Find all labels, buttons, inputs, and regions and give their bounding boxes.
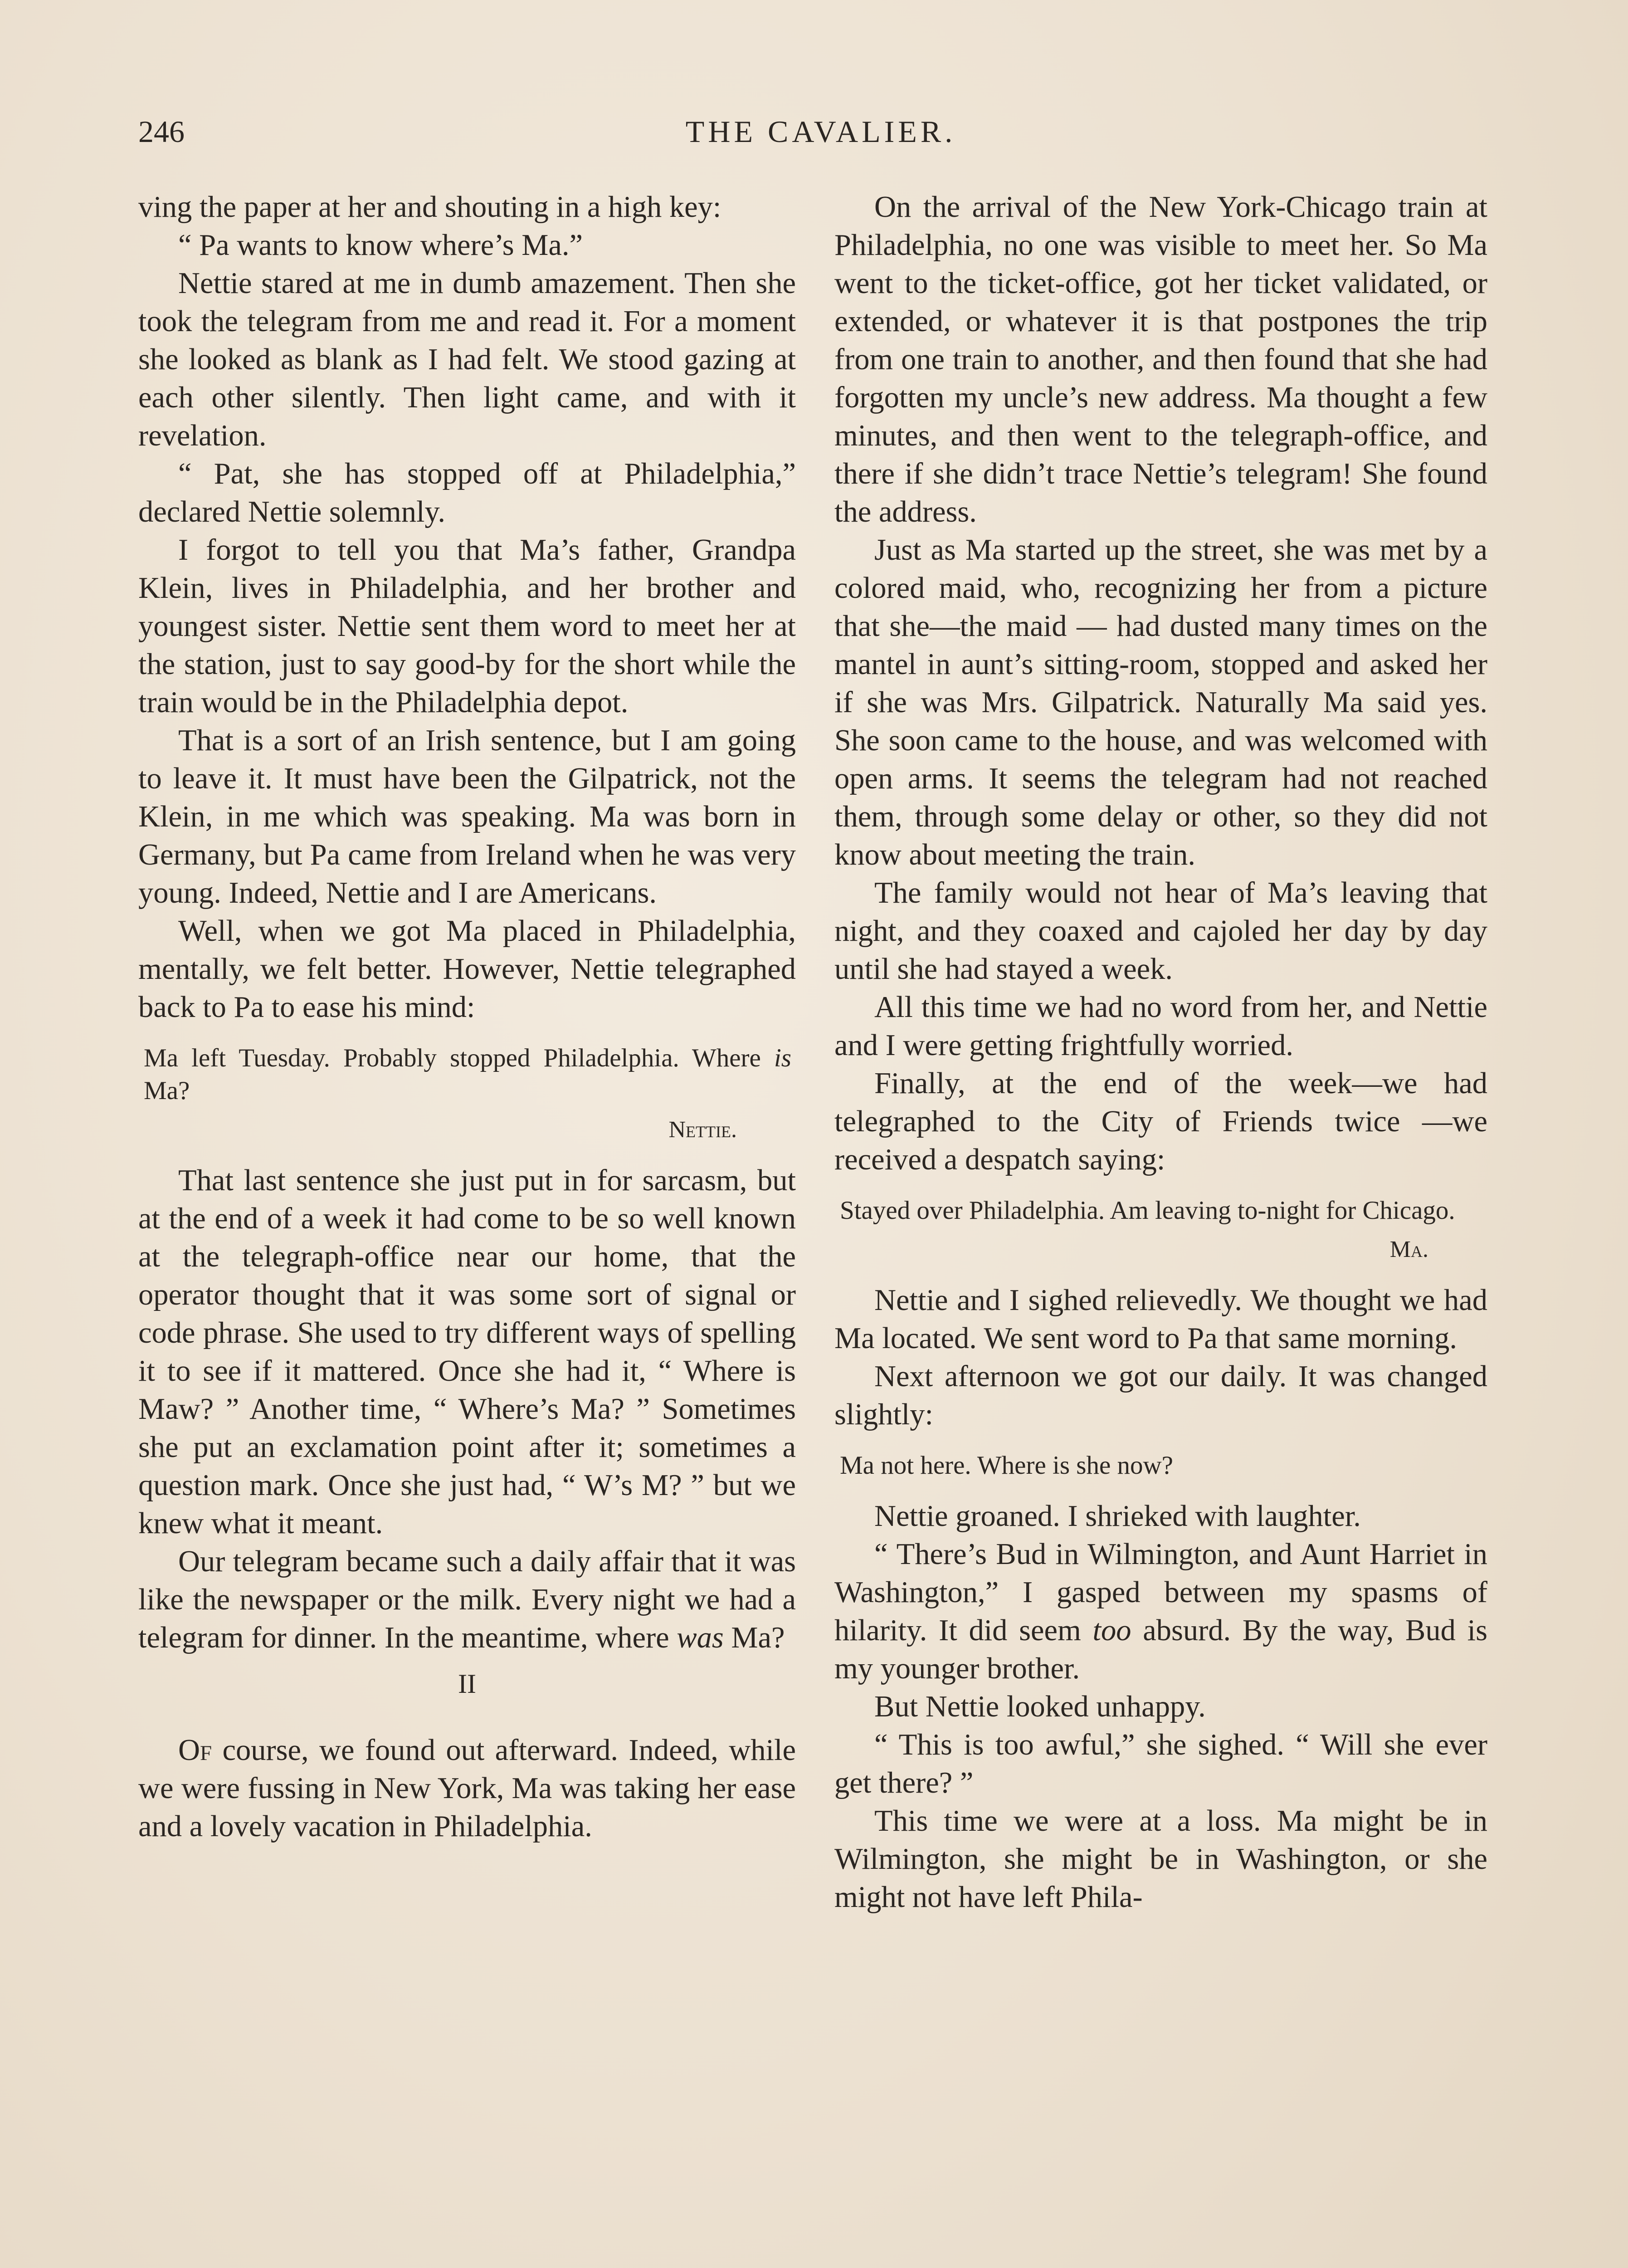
telegram-text-part: Ma? bbox=[144, 1076, 190, 1105]
paragraph: Well, when we got Ma placed in Philadelphia, mentally, we felt better. However, Nettie telegraphed back to Pa to ease his mind: bbox=[138, 914, 796, 1024]
paragraph: On the arrival of the New York-Chicago train at Philadelphia, no one was visible to meet her. So Ma went to the ticket-office, got her ticket validated, or extended, or whatever it is that postpones the trip from one train to another, and then found that she had forgotten my uncle’s new address. Ma thought a few minutes, and then went to the telegraph-office, and there if she didn’t trace Nettie’s telegram! She found the address. bbox=[834, 191, 1487, 528]
paragraph bbox=[834, 1535, 1487, 1688]
page-header bbox=[138, 109, 1503, 159]
telegram-text: Ma not here. Where is she now? bbox=[840, 1451, 1173, 1480]
paragraph: I forgot to tell you that Ma’s father, Grandpa Klein, lives in Philadelphia, and her brother and youngest sister. Nettie sent them word to meet her at the station, just to say good-by for the short while the train would be in the Philadelphia depot. bbox=[138, 533, 796, 719]
telegram-text: Stayed over Philadelphia. Am leaving to-night for Chicago. bbox=[840, 1196, 1455, 1225]
paragraph bbox=[138, 1543, 796, 1657]
telegram-signature: Ma. bbox=[1389, 1237, 1428, 1262]
section-number: II bbox=[458, 1669, 476, 1699]
paragraph: The family would not hear of Ma’s leaving that night, and they coaxed and cajoled her day by day until she had stayed a week. bbox=[834, 876, 1487, 986]
paragraph: Just as Ma started up the street, she was met by a colored maid, who, recognizing her from a picture that she—the maid — had dusted many times on the mantel in aunt’s sitting-room, stopped and asked her if she was Mrs. Gilpatrick. Naturally Ma said yes. She soon came to the house, and was welcomed with open arms. It seems the telegram had not reached them, through some delay or other, so they did not know about meeting the train. bbox=[834, 533, 1487, 871]
paragraph: “ Pat, she has stopped off at Philadelphia,” declared Nettie solemnly. bbox=[138, 457, 796, 528]
paragraph: Nettie and I sighed relievedly. We thought we had Ma located. We sent word to Pa that same morning. bbox=[834, 1284, 1487, 1355]
paragraph: “ Pa wants to know where’s Ma.” bbox=[178, 229, 583, 262]
telegram-quote bbox=[834, 1194, 1487, 1266]
telegram-signature: Nettie. bbox=[668, 1117, 737, 1143]
paragraph: That last sentence she just put in for sarcasm, but at the end of a week it had come to be so well known at the telegraph-office near our home, that the operator thought that it was some sort of signal or code phrase. She used to try different ways of spelling it to see if it mattered. Once she had it, “ Where is Maw? ” Another time, “ Where’s Ma? ” Sometimes she put an exclamation point after it; sometimes a question mark. Once she just had, “ W’s M? ” but we knew what it meant. bbox=[138, 1164, 796, 1540]
telegram-text bbox=[144, 1042, 791, 1107]
page-number: 246 bbox=[138, 114, 185, 149]
left-column bbox=[138, 188, 796, 1846]
running-title: THE CAVALIER. bbox=[685, 114, 956, 149]
paragraph-emphasis: was bbox=[677, 1621, 724, 1654]
paragraph: But Nettie looked unhappy. bbox=[874, 1690, 1206, 1723]
paragraph: This time we were at a loss. Ma might be in Wilmington, she might be in Washington, or she might not have left Phila- bbox=[834, 1804, 1487, 1914]
paragraph: Next afternoon we got our daily. It was changed slightly: bbox=[834, 1360, 1487, 1431]
paragraph-emphasis: too bbox=[1092, 1614, 1131, 1647]
telegram-quote bbox=[138, 1042, 796, 1146]
telegram-text-part: Ma left Tuesday. Probably stopped Philadelphia. Where bbox=[144, 1044, 774, 1072]
section-lead-word: Of bbox=[178, 1734, 212, 1767]
paragraph-text: “ There’s Bud in Wilmington, and Aunt Harriet in Washington,” I gasped between my spasms of hilarity. It did seem bbox=[834, 1538, 1487, 1647]
paragraph: Nettie groaned. I shrieked with laughter. bbox=[874, 1500, 1361, 1533]
right-column bbox=[834, 188, 1487, 1916]
paragraph-text: course, we found out afterward. Indeed, while we were fussing in New York, Ma was taking her ease and a lovely vacation in Philadelphia. bbox=[138, 1734, 796, 1843]
paragraph: All this time we had no word from her, and Nettie and I were getting frightfully worried. bbox=[834, 991, 1487, 1062]
paragraph-text: absurd. By the way, Bud is my younger brother. bbox=[834, 1614, 1487, 1685]
paragraph-text: Ma? bbox=[723, 1621, 785, 1654]
paragraph-text: Our telegram became such a daily affair that it was like the newspaper or the milk. Every night we had a telegram for dinner. In the meantime, where bbox=[138, 1545, 796, 1654]
paragraph: “ This is too awful,” she sighed. “ Will she ever get there? ” bbox=[834, 1728, 1487, 1799]
paragraph: ving the paper at her and shouting in a high key: bbox=[138, 191, 721, 224]
paragraph bbox=[138, 1731, 796, 1846]
paragraph: Finally, at the end of the week—we had telegraphed to the City of Friends twice —we received a despatch saying: bbox=[834, 1067, 1487, 1176]
telegram-emphasis: is bbox=[774, 1044, 791, 1072]
telegram-quote bbox=[834, 1449, 1487, 1482]
paragraph: That is a sort of an Irish sentence, but I am going to leave it. It must have been the Gilpatrick, not the Klein, in me which was speaking. Ma was born in Germany, but Pa came from Ireland when he was very young. Indeed, Nettie and I are Americans. bbox=[138, 724, 796, 909]
paragraph: Nettie stared at me in dumb amazement. Then she took the telegram from me and read it. For a moment she looked as blank as I had felt. We stood gazing at each other silently. Then light came, and with it revelation. bbox=[138, 267, 796, 452]
